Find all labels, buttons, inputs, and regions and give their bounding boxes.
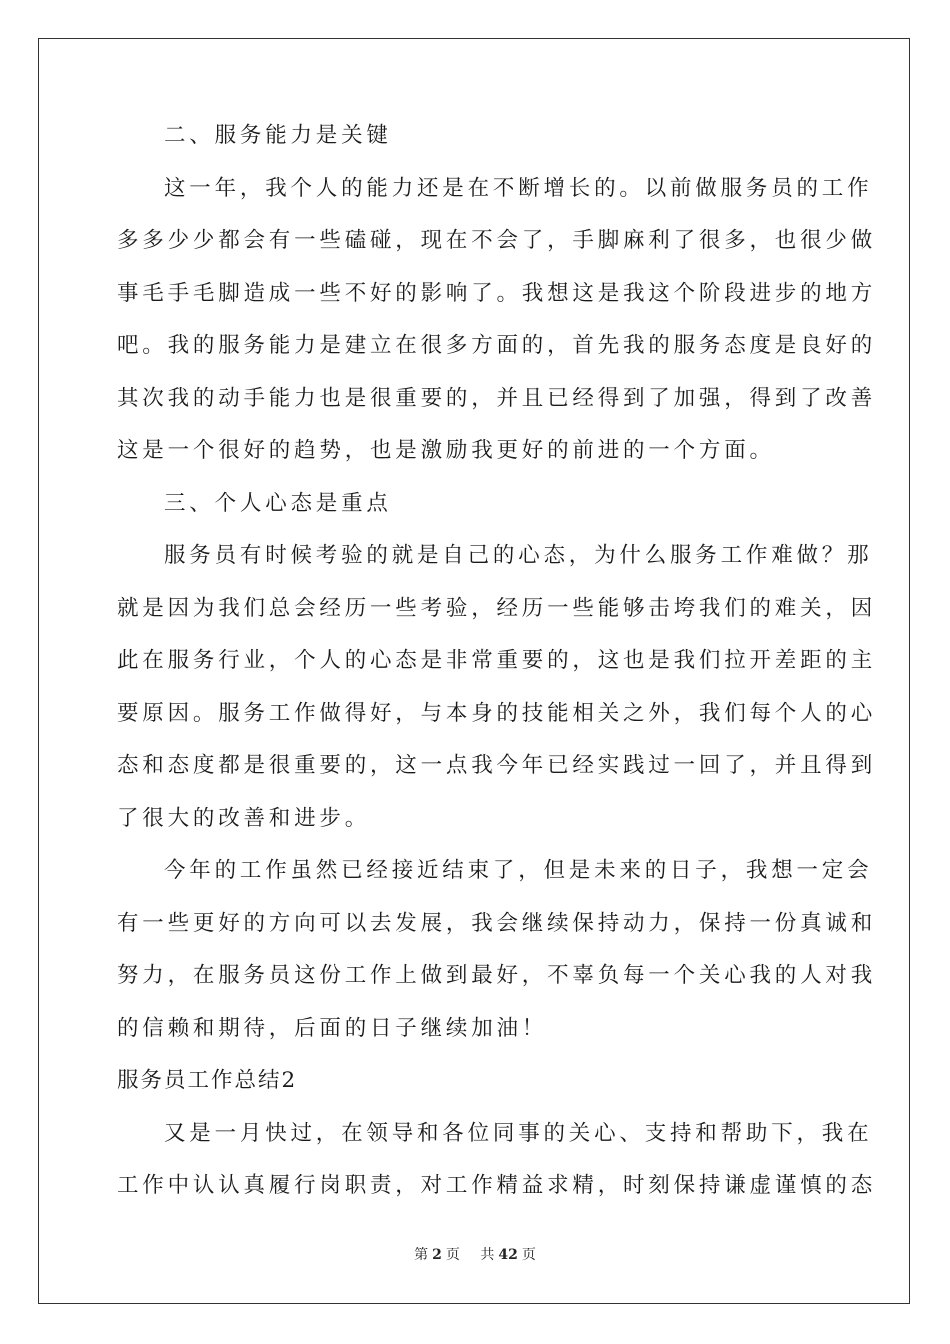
paragraph-line: 要原因。服务工作做得好，与本身的技能相关之外，我们每个人的心	[117, 700, 877, 726]
document-body	[117, 123, 877, 1227]
page-prefix: 第	[414, 1247, 429, 1263]
paragraph-line: 就是因为我们总会经历一些考验，经历一些能够击垮我们的难关，因	[117, 595, 877, 621]
page-footer	[0, 1246, 950, 1264]
paragraph-line: 服务员有时候考验的就是自己的心态，为什么服务工作难做？那	[164, 543, 873, 568]
paragraph-line: 有一些更好的方向可以去发展，我会继续保持动力，保持一份真诚和	[117, 910, 877, 936]
page-total	[476, 1247, 539, 1263]
paragraph-line: 工作中认认真履行岗职责，对工作精益求精，时刻保持谦虚谨慎的态	[117, 1173, 877, 1198]
paragraph-line: 今年的工作虽然已经接近结束了，但是未来的日子，我想一定会	[164, 858, 873, 883]
heading-service-ability: 二、服务能力是关键	[164, 123, 392, 148]
paragraph-line: 此在服务行业，个人的心态是非常重要的，这也是我们拉开差距的主	[117, 648, 877, 673]
total-suffix: 页	[521, 1247, 536, 1263]
paragraph-line: 这是一个很好的趋势，也是激励我更好的前进的一个方面。	[117, 438, 775, 463]
page-suffix: 页	[445, 1247, 460, 1263]
paragraph-line: 态和态度都是很重要的，这一点我今年已经实践过一回了，并且得到	[117, 753, 877, 778]
total-pages: 42	[498, 1247, 518, 1263]
page-number	[410, 1247, 464, 1263]
current-page: 2	[432, 1247, 442, 1263]
paragraph-line: 事毛手毛脚造成一些不好的影响了。我想这是我这个阶段进步的地方	[117, 280, 877, 306]
paragraph-line: 的信赖和期待，后面的日子继续加油！	[117, 1015, 548, 1041]
paragraph-line: 多多少少都会有一些磕碰，现在不会了，手脚麻利了很多，也很少做	[117, 228, 877, 253]
paragraph-line: 这一年，我个人的能力还是在不断增长的。以前做服务员的工作	[164, 175, 873, 201]
paragraph-line: 其次我的动手能力也是很重要的，并且已经得到了加强，得到了改善	[117, 385, 877, 411]
paragraph-line: 努力，在服务员这份工作上做到最好，不辜负每一个关心我的人对我	[117, 963, 877, 988]
paragraph-line: 了很大的改善和进步。	[117, 805, 371, 831]
total-prefix: 共	[480, 1247, 495, 1263]
section-title: 服务员工作总结2	[117, 1068, 298, 1093]
heading-personal-mindset: 三、个人心态是重点	[164, 490, 392, 516]
paragraph-line: 又是一月快过，在领导和各位同事的关心、支持和帮助下，我在	[164, 1120, 873, 1146]
paragraph-line: 吧。我的服务能力是建立在很多方面的，首先我的服务态度是良好的	[117, 333, 877, 358]
